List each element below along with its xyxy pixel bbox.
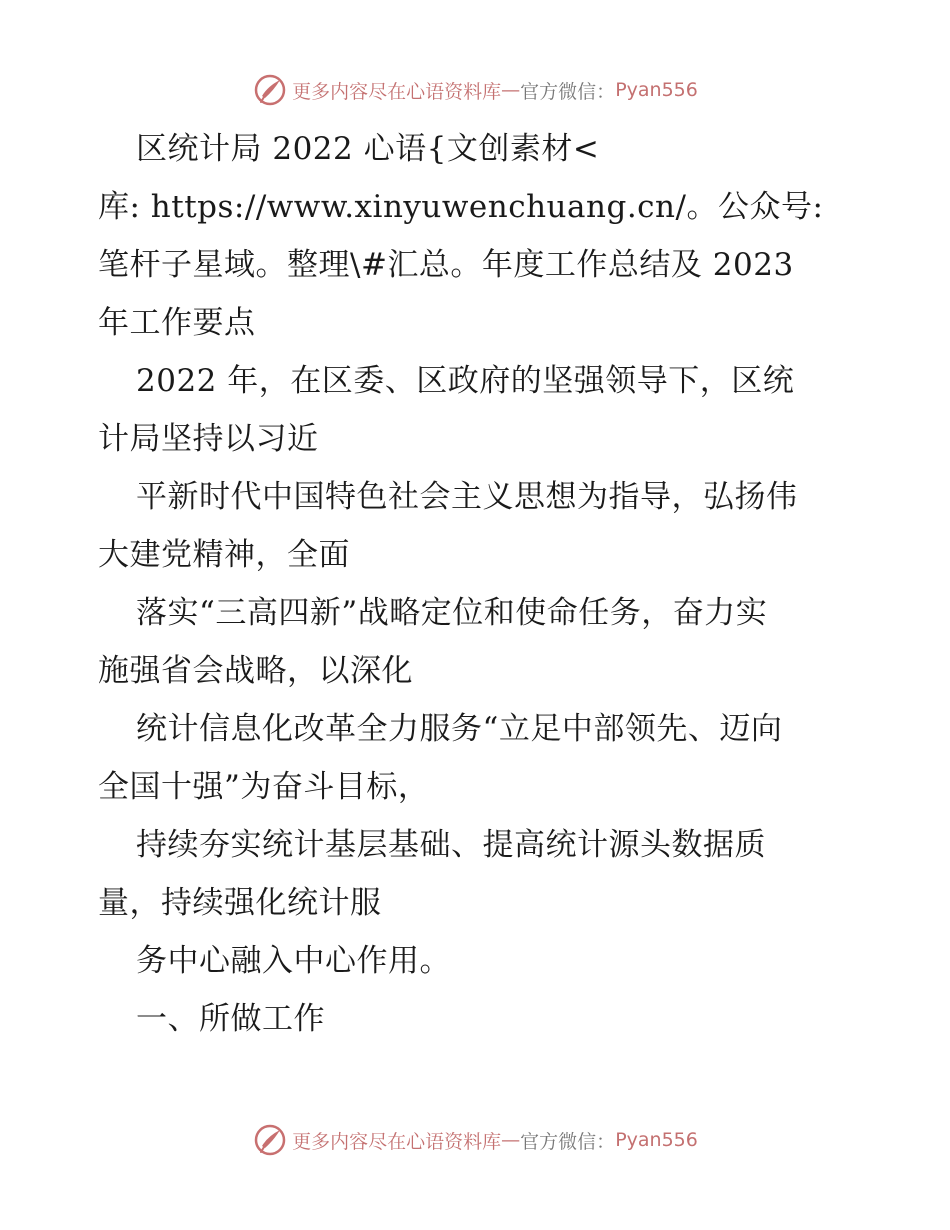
watermark-label: 官方微信： xyxy=(520,80,616,103)
text-line: 笔杆子星域。整理\#汇总。年度工作总结及 2023 xyxy=(98,247,794,283)
text-line: 落实“三高四新”战略定位和使命任务，奋力实 xyxy=(136,595,768,631)
text-line: 年工作要点 xyxy=(98,305,256,341)
quill-logo-icon xyxy=(252,72,288,108)
text-line: 一、所做工作 xyxy=(136,1001,325,1037)
text-line: 计局坚持以习近 xyxy=(98,421,319,457)
text-line: 全国十强”为奋斗目标， xyxy=(98,769,430,805)
watermark-label: 官方微信： xyxy=(520,1130,616,1153)
watermark-dash: — xyxy=(501,1129,521,1151)
text-line: 平新时代中国特色社会主义思想为指导，弘扬伟 xyxy=(136,479,798,515)
watermark-wechat-id: Pyan556 xyxy=(615,1129,698,1151)
watermark-wechat-id: Pyan556 xyxy=(615,79,698,101)
watermark-site-text: 更多内容尽在心语资料库 xyxy=(292,1130,502,1153)
watermark-footer xyxy=(0,1120,950,1160)
text-line: 库: https://www.xinyuwenchuang.cn/。公众号: xyxy=(98,189,824,225)
text-line: 量，持续强化统计服 xyxy=(98,885,382,921)
watermark-site-text: 更多内容尽在心语资料库 xyxy=(292,80,502,103)
text-line: 持续夯实统计基层基础、提高统计源头数据质 xyxy=(136,827,766,863)
watermark-header xyxy=(0,70,950,110)
text-line: 大建党精神，全面 xyxy=(98,537,350,573)
text-line: 2022 年，在区委、区政府的坚强领导下，区统 xyxy=(136,363,795,399)
text-line: 务中心融入中心作用。 xyxy=(136,943,451,979)
text-line: 施强省会战略，以深化 xyxy=(98,653,413,689)
quill-logo-icon xyxy=(252,1122,288,1158)
document-body xyxy=(98,120,858,1048)
text-line: 统计信息化改革全力服务“立足中部领先、迈向 xyxy=(136,711,783,747)
text-line: 区统计局 2022 心语{文创素材< xyxy=(136,131,600,167)
watermark-dash: — xyxy=(501,79,521,101)
